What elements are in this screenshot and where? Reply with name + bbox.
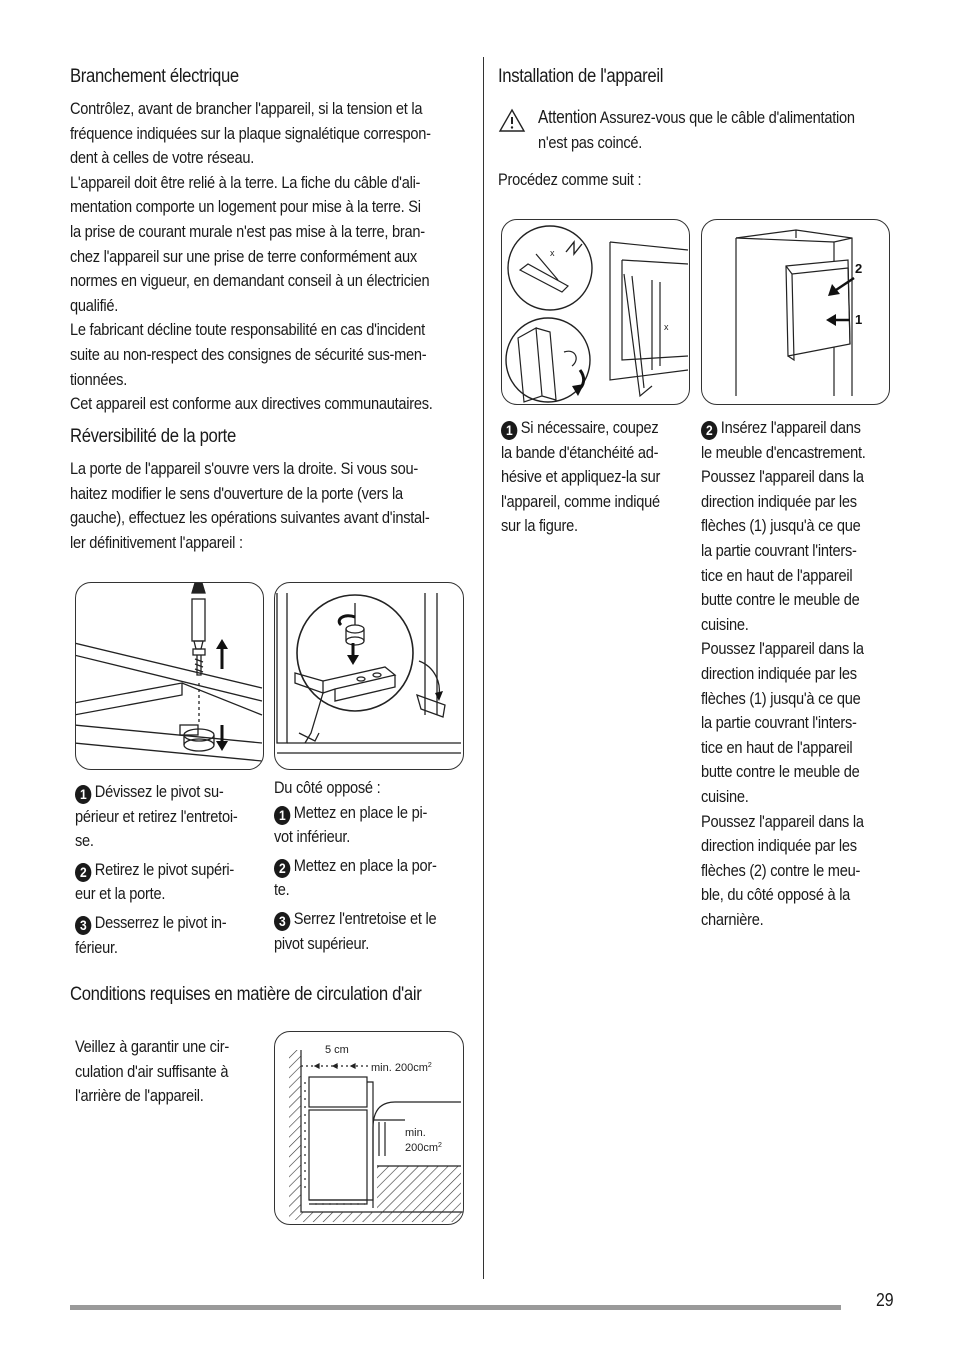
label-top-vent: min. $200cm^2$: [371, 1062, 432, 1074]
mark-arrow-1: 1: [855, 312, 863, 327]
step-text-line: Poussez l'appareil dans la: [701, 467, 864, 487]
text-line: Contrôlez, avant de brancher l'appareil, si la tension et la: [70, 99, 423, 118]
text-line: ler définitivement l'appareil :: [70, 532, 243, 552]
step-first-line: [274, 854, 437, 879]
step-number-badge: 1: [501, 421, 517, 440]
section-title-circulation: Conditions requises en matière de circulation d'air: [70, 984, 422, 1005]
mark-x-frame: x: [664, 322, 669, 332]
figure-door-pivot-install: [274, 582, 464, 770]
text-line: L'appareil doit être relié à la terre. La fiche du câble d'ali-: [70, 172, 421, 192]
step-text-line: cuisine.: [701, 786, 749, 806]
installation-step-2: [701, 416, 891, 932]
figure-air-circulation: [274, 1031, 464, 1225]
text-line: qualifié.: [70, 295, 119, 315]
text-line: fréquence indiquées sur la plaque signalétique correspon-: [70, 123, 431, 143]
section-title-branchement: Branchement électrique: [70, 66, 239, 87]
step-text-line: direction indiquée par les: [701, 491, 857, 511]
figure-insert-appliance: [701, 219, 890, 405]
mark-arrow-2: 2: [855, 261, 863, 276]
section-title-installation: Installation de l'appareil: [498, 66, 664, 87]
section-title-reversibilite: Réversibilité de la porte: [70, 426, 236, 447]
step-text-line: te.: [274, 880, 290, 900]
text-line: La porte de l'appareil s'ouvre vers la droite. Si vous sou-: [70, 459, 418, 478]
step-text-line: charnière.: [701, 909, 764, 929]
attention-text-2: n'est pas coincé.: [538, 132, 643, 152]
step-first-line: [274, 801, 437, 826]
step-text-line: flèches (2) contre le meu-: [701, 860, 861, 880]
step-number-badge: 2: [75, 863, 91, 882]
step-text-line: pivot supérieur.: [274, 933, 370, 953]
installation-step-1: [501, 416, 691, 539]
step-text-line: eur et la porte.: [75, 884, 166, 904]
step-number-badge: 2: [274, 859, 290, 878]
step-first-line: [701, 416, 864, 441]
step-text-line: butte contre le meuble de: [701, 762, 860, 782]
text-line: dent à celles de votre réseau.: [70, 148, 255, 168]
mark-x-inset: x: [550, 248, 555, 258]
label-side-vent-1: min.: [405, 1127, 426, 1139]
footer-rule: [70, 1305, 841, 1310]
label-gap: 5 cm: [325, 1044, 349, 1056]
steps-list-b: [274, 776, 464, 960]
text-line: la prise de courant murale n'est pas mise à la terre, bran-: [70, 221, 425, 241]
step-text-line: cuisine.: [701, 614, 749, 634]
text-line: Cet appareil est conforme aux directives communautaires.: [70, 394, 433, 414]
step-item: [274, 801, 464, 850]
step-text-line: la partie couvrant l'inters-: [701, 713, 857, 733]
step-text-line: férieur.: [75, 937, 118, 957]
figure-door-pivot-removal: [75, 582, 264, 770]
step-text-line: la bande d'étanchéité ad-: [501, 442, 659, 462]
step-number-badge: 1: [75, 785, 91, 804]
attention-text-1: Assurez-vous que le câble d'alimentation: [599, 108, 855, 127]
text-line: haitez modifier le sens d'ouverture de la porte (vers la: [70, 483, 403, 503]
circulation-text: [75, 1035, 265, 1109]
step-text: Dévissez le pivot su-: [94, 782, 224, 801]
steps-list-a: [75, 780, 265, 964]
text-line: culation d'air suffisante à: [75, 1061, 229, 1081]
text-line: tionnées.: [70, 369, 128, 389]
page-number: 29: [876, 1290, 894, 1310]
step-first-line: [274, 907, 437, 932]
text-line: gauche), effectuez les opérations suivantes avant d'instal-: [70, 508, 430, 528]
step-text-line: direction indiquée par les: [701, 836, 857, 856]
step-number-badge: 1: [274, 806, 290, 825]
step-text-line: Poussez l'appareil dans la: [701, 811, 864, 831]
warning-triangle-icon: [498, 108, 526, 139]
text-line: Veillez à garantir une cir-: [75, 1037, 229, 1056]
step-text-line: flèches (1) jusqu'à ce que: [701, 516, 861, 536]
step-text: Si nécessaire, coupez: [520, 418, 659, 437]
steps-list-b-items: [274, 801, 464, 957]
step-text-line: périeur et retirez l'entretoi-: [75, 806, 238, 826]
step-number-badge: 3: [75, 916, 91, 935]
step-text-line: tice en haut de l'appareil: [701, 737, 853, 757]
step-first-line: [75, 911, 238, 936]
step-number-badge: 2: [701, 421, 717, 440]
attention-label: Attention: [538, 107, 597, 127]
step-text-line: tice en haut de l'appareil: [701, 565, 853, 585]
label-side-vent-2: $200cm^2$: [405, 1142, 442, 1154]
column-separator: [483, 57, 484, 1279]
step-text-line: sur la figure.: [501, 516, 578, 536]
step-item: [274, 907, 464, 956]
step-text-line: l'appareil, comme indiqué: [501, 491, 660, 511]
step-text: Retirez le pivot supéri-: [94, 859, 235, 879]
text-line: suite au non-respect des consignes de sécurité sus-men-: [70, 344, 427, 364]
branchement-text: [70, 97, 470, 417]
step-text: Mettez en place la por-: [293, 855, 437, 875]
installation-intro: Procédez comme suit :: [498, 170, 642, 189]
step-text-line: se.: [75, 831, 94, 851]
step-first-line: [75, 780, 238, 805]
step-text-line: flèches (1) jusqu'à ce que: [701, 688, 861, 708]
text-line: chez l'appareil sur une prise de terre conformément aux: [70, 246, 417, 266]
step-text: Mettez en place le pi-: [293, 802, 428, 822]
step-text-line: hésive et appliquez-la sur: [501, 467, 661, 487]
step-text-line: ble, du côté opposé à la: [701, 885, 851, 905]
figure-seal-strip: [501, 219, 690, 405]
text-line: l'arrière de l'appareil.: [75, 1086, 204, 1106]
attention-notice: [538, 105, 898, 155]
step-text: Desserrez le pivot in-: [94, 912, 227, 932]
steps-b-intro: Du côté opposé :: [274, 778, 381, 797]
step-text: Serrez l'entretoise et le: [293, 908, 437, 928]
step-text-line: butte contre le meuble de: [701, 590, 860, 610]
text-line: mentation comporte un logement pour mise à la terre. Si: [70, 197, 421, 217]
step-text-line: Poussez l'appareil dans la: [701, 639, 864, 659]
step-text: Insérez l'appareil dans: [720, 418, 861, 437]
step-text-line: la partie couvrant l'inters-: [701, 540, 857, 560]
step-text-line: le meuble d'encastrement.: [701, 442, 866, 462]
step-item: [274, 854, 464, 903]
step-item: [75, 858, 265, 907]
text-line: normes en vigueur, en demandant conseil à un électricien: [70, 271, 430, 291]
step-first-line: [501, 416, 664, 441]
step-item: [75, 911, 265, 960]
step-text-line: direction indiquée par les: [701, 663, 857, 683]
step-first-line: [75, 858, 238, 883]
text-line: Le fabricant décline toute responsabilité en cas d'incident: [70, 320, 425, 340]
step-item: [75, 780, 265, 854]
step-text-line: vot inférieur.: [274, 827, 351, 847]
reversibilite-text: [70, 457, 470, 555]
step-number-badge: 3: [274, 912, 290, 931]
